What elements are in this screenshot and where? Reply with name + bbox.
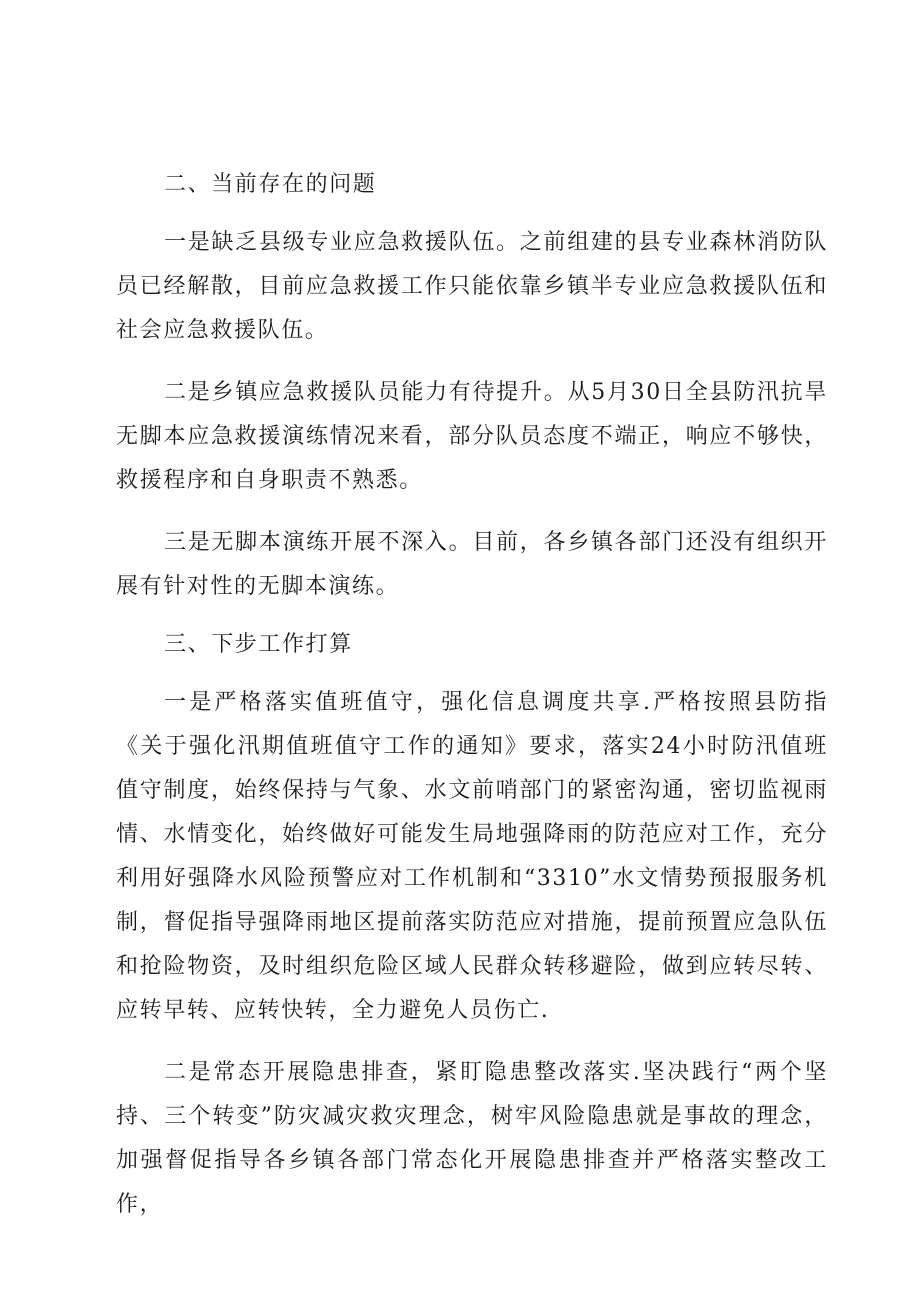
section-heading-next-steps: 三、下步工作打算 (164, 632, 353, 657)
paragraph-plan-2: 二是常态开展隐患排查，紧盯隐患整改落实.坚决践行“两个坚持、三个转变”防灾减灾救灾理念，树牢风险隐患就是事故的理念，加强督促指导各乡镇各部门常态化开展隐患排查并严格落实整改工作， (116, 1060, 828, 1217)
paragraph-problem-3: 三是无脚本演练开展不深入。目前，各乡镇各部门还没有组织开展有针对性的无脚本演练。 (116, 530, 828, 599)
paragraph-problem-1: 一是缺乏县级专业应急救援队伍。之前组建的县专业森林消防队员已经解散，目前应急救援工作只能依靠乡镇半专业应急救援队伍和社会应急救援队伍。 (116, 230, 828, 343)
section-heading-problems: 二、当前存在的问题 (164, 172, 377, 197)
paragraph-problem-2: 二是乡镇应急救援队员能力有待提升。从5月30日全县防汛抗旱无脚本应急救援演练情况来看，部分队员态度不端正，响应不够快，救援程序和自身职责不熟悉。 (116, 380, 828, 493)
paragraph-plan-1: 一是严格落实值班值守，强化信息调度共享.严格按照县防指《关于强化汛期值班值守工作的通知》要求，落实24小时防汛值班值守制度，始终保持与气象、水文前哨部门的紧密沟通，密切监视雨情、水情变化，始终做好可能发生局地强降雨的防范应对工作，充分利用好强降水风险预警应对工作机制和“3310”水文情势预报服务机制，督促指导强降雨地区提前落实防范应对措施，提前预置应急队伍和抢险物资，及时组织危险区域人民群众转移避险，做到应转尽转、应转早转、应转快转，全力避免人员伤亡. (116, 690, 828, 1023)
document-body (116, 163, 828, 1227)
